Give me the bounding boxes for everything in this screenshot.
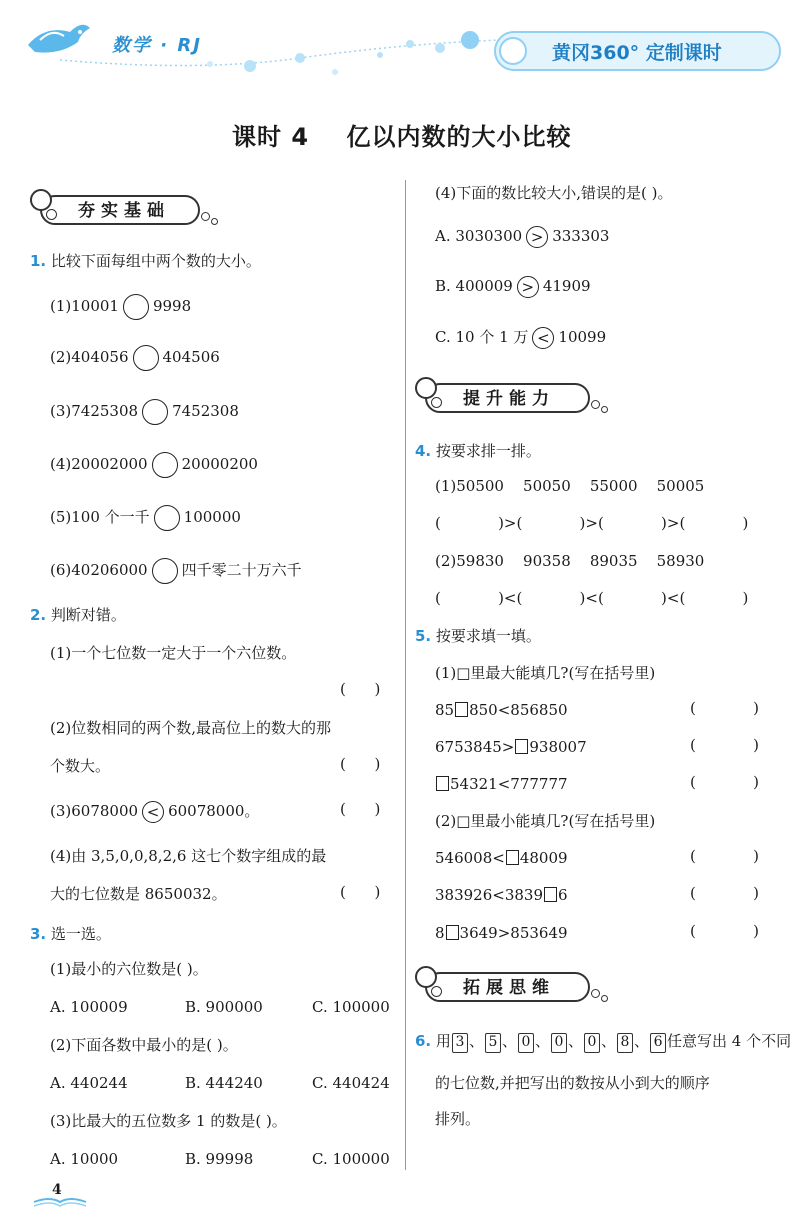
- q3-prompt: 3. 选一选。: [30, 925, 111, 943]
- q6-number: 6.: [415, 1032, 432, 1050]
- q3-sub-4-option-a[interactable]: A. 3030300 > 333303: [435, 227, 610, 246]
- section-basic: [40, 195, 200, 225]
- answer-circle[interactable]: [152, 452, 178, 478]
- q1-item-1: (1)10001 9998: [50, 294, 191, 320]
- digit-card: 0: [584, 1033, 600, 1053]
- q2-answer-4[interactable]: ( ): [340, 883, 381, 901]
- section-improve-label: 提升能力: [463, 389, 555, 409]
- q1-item-2: (2)404056 404506: [50, 345, 220, 371]
- q1-item-3: (3)7425308 7452308: [50, 399, 239, 425]
- q3-sub-1-option-c[interactable]: C. 100000: [312, 998, 390, 1016]
- q4-sub-2-blanks[interactable]: ( )<( )<( )<( ): [435, 589, 749, 607]
- answer-circle[interactable]: [154, 505, 180, 531]
- q4-sub-1: (1)50500 50050 55000 50005: [435, 477, 705, 495]
- q5-answer[interactable]: ( ): [690, 922, 759, 940]
- q3-sub-4-option-b[interactable]: B. 400009 > 41909: [435, 277, 591, 296]
- q5-answer[interactable]: ( ): [690, 773, 759, 791]
- section-extend: [425, 972, 590, 1002]
- q5-sub-1-item-2: 6753845> 938007: [435, 738, 587, 756]
- column-divider: [405, 180, 406, 1170]
- q2-statement-2b: 个数大。: [50, 757, 111, 775]
- q5-sub-2: (2)□里最小能填几?(写在括号里): [435, 812, 656, 830]
- q4-number: 4.: [415, 442, 432, 460]
- answer-circle[interactable]: [123, 294, 149, 320]
- q5-sub-1-item-1: 85 850<856850: [435, 701, 568, 719]
- q3-number: 3.: [30, 925, 47, 943]
- q5-prompt: 5. 按要求填一填。: [415, 627, 541, 645]
- q6-line-3: 排列。: [435, 1110, 481, 1128]
- blank-square: [515, 739, 528, 754]
- compare-circle: <: [532, 327, 554, 349]
- q3-sub-1: (1)最小的六位数是( )。: [50, 960, 208, 978]
- q3-sub-3-option-c[interactable]: C. 100000: [312, 1150, 390, 1168]
- answer-circle[interactable]: [152, 558, 178, 584]
- q1-number: 1.: [30, 252, 47, 270]
- q5-sub-2-item-3: 8 3649>853649: [435, 924, 568, 942]
- q5-sub-1-item-3: 54321<777777: [435, 773, 568, 795]
- compare-circle: >: [526, 226, 548, 248]
- q3-sub-3: (3)比最大的五位数多 1 的数是( )。: [50, 1112, 287, 1130]
- digit-card: 8: [617, 1033, 633, 1053]
- digit-card: 0: [551, 1033, 567, 1053]
- digit-card: 6: [650, 1033, 666, 1053]
- blank-square: [455, 702, 468, 717]
- q1-item-5: (5)100 个一千 100000: [50, 505, 241, 531]
- q5-sub-1: (1)□里最大能填几?(写在括号里): [435, 664, 656, 682]
- section-basic-label: 夯实基础: [78, 201, 170, 221]
- blank-square: [544, 887, 557, 902]
- bird-icon: [28, 25, 90, 53]
- q2-statement-3: (3)6078000 < 60078000。: [50, 802, 260, 821]
- section-improve: [425, 383, 590, 413]
- q3-sub-2: (2)下面各数中最小的是( )。: [50, 1036, 238, 1054]
- q1-prompt: 1. 比较下面每组中两个数的大小。: [30, 252, 261, 270]
- q3-sub-2-option-b[interactable]: B. 444240: [185, 1074, 263, 1092]
- q2-answer-3[interactable]: ( ): [340, 800, 381, 818]
- q5-answer[interactable]: ( ): [690, 736, 759, 754]
- q3-sub-3-option-a[interactable]: A. 10000: [50, 1150, 119, 1168]
- header-subject: 数学 · RJ: [112, 35, 202, 56]
- q5-answer[interactable]: ( ): [690, 884, 759, 902]
- q3-sub-2-option-a[interactable]: A. 440244: [50, 1074, 128, 1092]
- q5-answer[interactable]: ( ): [690, 847, 759, 865]
- q2-statement-4a: (4)由 3,5,0,0,8,2,6 这七个数字组成的最: [50, 847, 327, 865]
- q3-sub-2-option-c[interactable]: C. 440424: [312, 1074, 390, 1092]
- page-title: 课时 4 亿以内数的大小比较: [232, 123, 572, 151]
- compare-circle: <: [142, 801, 164, 823]
- answer-circle[interactable]: [142, 399, 168, 425]
- q3-sub-4: (4)下面的数比较大小,错误的是( )。: [435, 184, 673, 202]
- q4-prompt: 4. 按要求排一排。: [415, 442, 541, 460]
- q5-number: 5.: [415, 627, 432, 645]
- compare-circle: >: [517, 276, 539, 298]
- q2-statement-4b: 大的七位数是 8650032。: [50, 885, 227, 903]
- answer-circle[interactable]: [133, 345, 159, 371]
- q4-sub-1-blanks[interactable]: ( )>( )>( )>( ): [435, 514, 749, 532]
- section-extend-label: 拓展思维: [463, 978, 555, 998]
- q5-answer[interactable]: ( ): [690, 699, 759, 717]
- q2-statement-2a: (2)位数相同的两个数,最高位上的数大的那: [50, 719, 332, 737]
- blank-square: [436, 776, 449, 791]
- q2-answer-1[interactable]: ( ): [340, 680, 381, 698]
- blank-square: [506, 850, 519, 865]
- page-number: 4: [52, 1182, 62, 1198]
- q1-item-6: (6)40206000 四千零二十万六千: [50, 558, 302, 584]
- q3-sub-4-option-c[interactable]: C. 10 个 1 万 < 10099: [435, 328, 607, 347]
- digit-card: 5: [485, 1033, 501, 1053]
- q3-sub-1-option-a[interactable]: A. 100009: [50, 998, 128, 1016]
- q2-statement-1: (1)一个七位数一定大于一个六位数。: [50, 644, 297, 662]
- q5-sub-2-item-2: 383926<3839 6: [435, 886, 568, 904]
- header-series: 黄冈360° 定制课时: [552, 42, 722, 64]
- q2-prompt: 2. 判断对错。: [30, 606, 126, 624]
- q2-answer-2[interactable]: ( ): [340, 755, 381, 773]
- q5-sub-2-item-1: 546008< 48009: [435, 849, 568, 867]
- q3-sub-1-option-b[interactable]: B. 900000: [185, 998, 263, 1016]
- page-number-decoration: [30, 1196, 90, 1210]
- q2-number: 2.: [30, 606, 47, 624]
- digit-card: 3: [452, 1033, 468, 1053]
- q6-line-1: 6. 用 3 、 5 、 0 、 0 、 0 、 8 、 6 任意写出 4 个不同: [415, 1030, 791, 1053]
- q1-item-4: (4)20002000 20000200: [50, 452, 258, 478]
- blank-square: [446, 925, 459, 940]
- q4-sub-2: (2)59830 90358 89035 58930: [435, 552, 705, 570]
- q6-line-2: 的七位数,并把写出的数按从小到大的顺序: [435, 1074, 710, 1092]
- digit-card: 0: [518, 1033, 534, 1053]
- q3-sub-3-option-b[interactable]: B. 99998: [185, 1150, 254, 1168]
